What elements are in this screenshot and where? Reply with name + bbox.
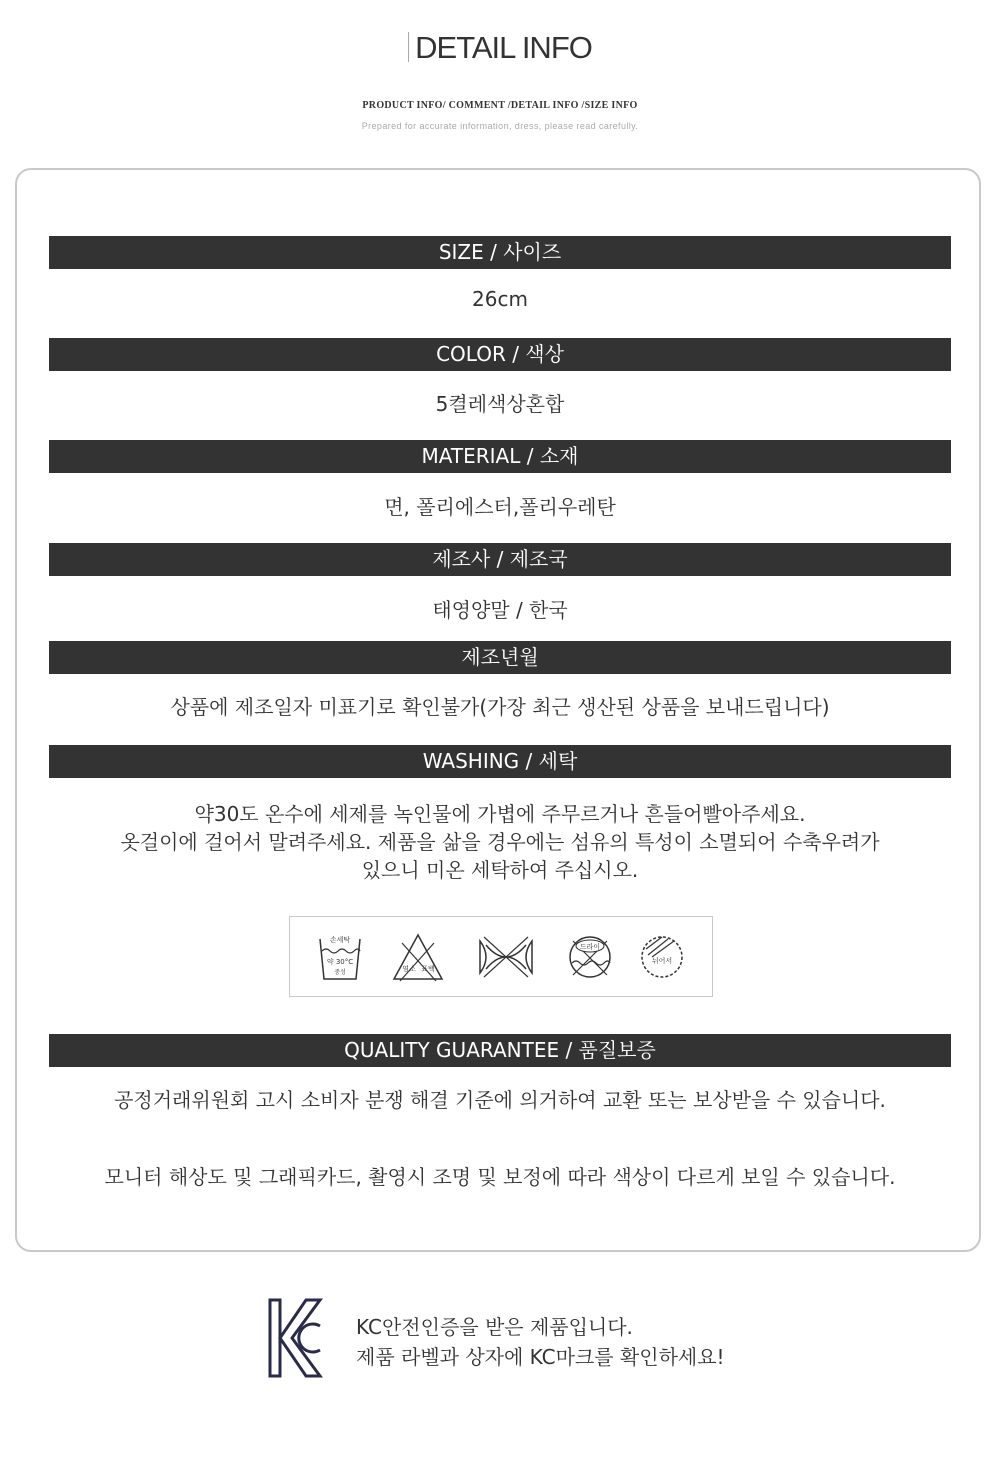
washing-line: 약30도 온수에 세제를 녹인물에 가볍에 주무르거나 흔들어빨아주세요.	[194, 802, 806, 826]
kc-line: 제품 라벨과 상자에 KC마크를 확인하세요!	[356, 1345, 725, 1369]
hand-wash-icon	[316, 929, 364, 985]
hand-wash-detergent: 중성	[334, 969, 346, 976]
size-value: 26cm	[472, 287, 528, 311]
hand-wash-temp: 약 30°C	[326, 958, 354, 966]
hand-wash-label: 손세탁	[329, 936, 351, 944]
dry-flat-label: 뉘어서	[651, 957, 673, 965]
kc-notice	[356, 1312, 725, 1372]
care-label-box	[289, 916, 713, 997]
kc-mark-icon	[266, 1296, 324, 1380]
color-heading: COLOR / 색상	[49, 338, 951, 371]
monitor-notice-text: 모니터 해상도 및 그래픽카드, 촬영시 조명 및 보정에 따라 색상이 다르게 보일 수 있습니다.	[104, 1165, 896, 1189]
manufacturer-value: 태영양말 / 한국	[432, 598, 568, 622]
manufacture-date-heading: 제조년월	[49, 641, 951, 674]
color-value: 5켤레색상혼합	[435, 392, 565, 416]
washing-line: 옷걸이에 걸어서 말려주세요. 제품을 삶을 경우에는 섬유의 특성이 소멸되어 수축우려가	[120, 830, 880, 854]
no-tumble-dry-icon	[566, 929, 614, 985]
page-note: Prepared for accurate information, dress, please read carefully.	[361, 121, 639, 131]
washing-instructions	[49, 800, 951, 884]
page-title	[0, 30, 1000, 66]
no-bleach-icon	[390, 929, 446, 985]
dry-flat-icon	[636, 929, 688, 985]
material-value: 면, 폴리에스터,폴리우레탄	[384, 495, 616, 519]
washing-line: 있으니 미온 세탁하여 주십시오.	[361, 858, 639, 882]
quality-guarantee-heading: QUALITY GUARANTEE / 품질보증	[49, 1034, 951, 1067]
dryer-label: 드라이	[579, 943, 601, 951]
size-heading: SIZE / 사이즈	[49, 236, 951, 269]
no-wring-icon	[476, 929, 536, 985]
title-divider	[408, 32, 409, 62]
page-title-text: DETAIL INFO	[415, 30, 592, 65]
quality-guarantee-text: 공정거래위원회 고시 소비자 분쟁 해결 기준에 의거하여 교환 또는 보상받을 수 있습니다.	[114, 1088, 886, 1112]
kc-line: KC안전인증을 받은 제품입니다.	[356, 1315, 633, 1339]
bleach-chlorine-label: 염소	[402, 965, 416, 973]
material-heading: MATERIAL / 소재	[49, 440, 951, 473]
manufacturer-heading: 제조사 / 제조국	[49, 543, 951, 576]
bleach-label: 표백	[421, 965, 435, 973]
manufacture-date-value: 상품에 제조일자 미표기로 확인불가(가장 최근 생산된 상품을 보내드립니다)	[170, 695, 830, 719]
washing-heading: WASHING / 세탁	[49, 745, 951, 778]
page-subtitle: PRODUCT INFO/ COMMENT /DETAIL INFO /SIZE INFO	[362, 100, 638, 111]
